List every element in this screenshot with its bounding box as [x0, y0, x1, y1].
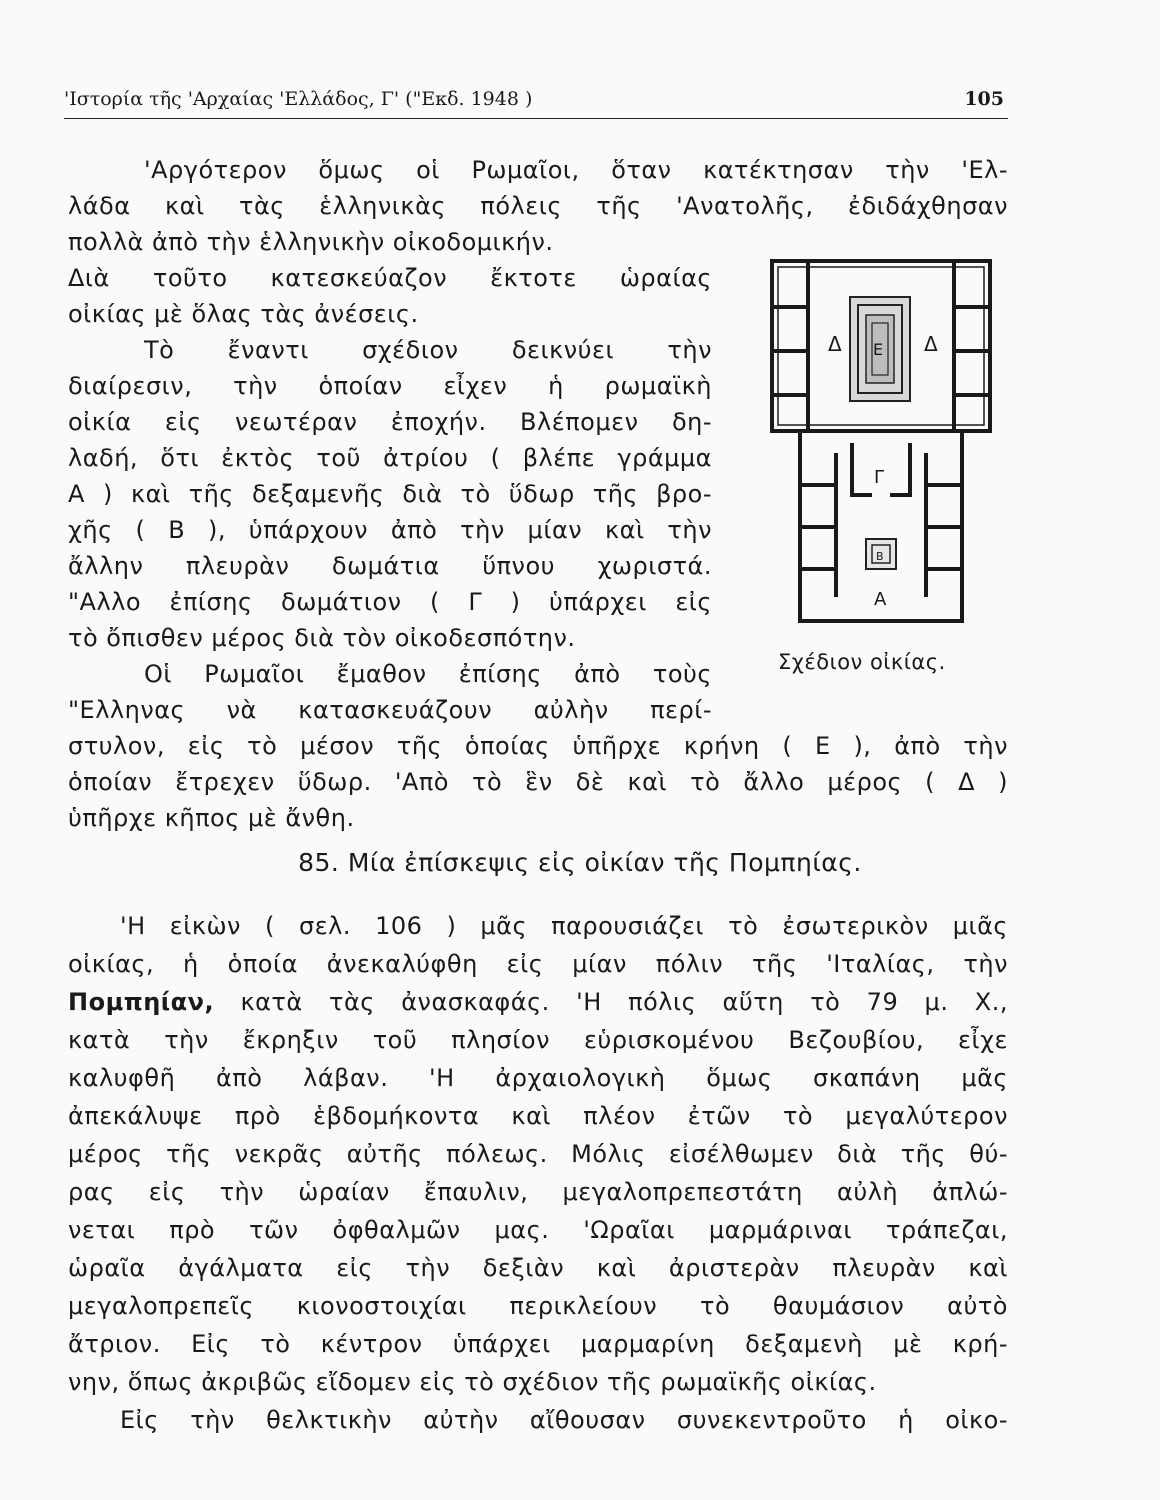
section-heading: 85. Μία ἐπίσκεψις εἰς οἰκίαν τῆς Πομπηίας.	[298, 848, 862, 877]
text-line: ἀπεκάλυψε πρὸ ἑβδομήκοντα καὶ πλέον ἐτῶν τὸ μεγαλύτερον	[68, 1102, 1008, 1130]
page-number: 105	[964, 88, 1004, 110]
text-line: Διὰ τοῦτο κατεσκεύαζον ἔκτοτε ὡραίας	[68, 264, 712, 292]
label-beta: Β	[876, 550, 884, 563]
text-line: διαίρεσιν, τὴν ὁποίαν εἶχεν ἡ ρωμαϊκὴ	[68, 372, 712, 400]
text-line: λαδή, ὅτι ἐκτὸς τοῦ ἀτρίου ( βλέπε γράμμα	[68, 444, 712, 472]
text-line: Πομπηίαν, κατὰ τὰς ἀνασκαφάς. 'Η πόλις αὕτη τὸ 79 μ. Χ.,	[68, 988, 1008, 1016]
label-delta-left: Δ	[828, 332, 842, 356]
text-line: οἰκία εἰς νεωτέραν ἐποχήν. Βλέπομεν δη-	[68, 408, 712, 436]
label-gamma: Γ	[874, 467, 885, 488]
text-line: ἄλλην πλευρὰν δωμάτια ὕπνου χωριστά.	[68, 552, 712, 580]
text-line: Εἰς τὴν θελκτικὴν αὐτὴν αἴθουσαν συνεκεντροῦτο ἡ οἰκο-	[120, 1406, 1008, 1434]
running-title: 'Ιστορία τῆς 'Αρχαίας 'Ελλάδος, Γ' ("Εκδ. 1948 )	[64, 88, 533, 110]
text-line: μεγαλοπρεπεῖς κιονοστοιχίαι περικλείουν τὸ θαυμάσιον αὐτὸ	[68, 1292, 1008, 1320]
text-line: ἄτριον. Εἰς τὸ κέντρον ὑπάρχει μαρμαρίνη δεξαμενὴ μὲ κρή-	[68, 1330, 1008, 1358]
text-line: ρας εἰς τὴν ὡραίαν ἔπαυλιν, μεγαλοπρεπεστάτη αὐλὴ ἀπλώ-	[68, 1178, 1008, 1206]
text-line: τὸ ὄπισθεν μέρος διὰ τὸν οἰκοδεσπότην.	[68, 624, 576, 652]
text-line: ὑπῆρχε κῆπος μὲ ἄνθη.	[68, 804, 355, 832]
text-line: καλυφθῆ ἀπὸ λάβαν. 'Η ἀρχαιολογικὴ ὅμως σκαπάνη μᾶς	[68, 1064, 1008, 1092]
page-header	[64, 84, 1008, 119]
text-line: οἰκίας, ἡ ὁποία ἀνεκαλύφθη εἰς μίαν πόλιν τῆς 'Ιταλίας, τὴν	[68, 950, 1008, 978]
text-line: στυλον, εἰς τὸ μέσον τῆς ὁποίας ὑπῆρχε κρήνη ( Ε ), ἀπὸ τὴν	[68, 732, 1008, 760]
text-line: "Ελληνας νὰ κατασκευάζουν αὐλὴν περί-	[68, 696, 712, 724]
text-line: 'Αργότερον ὅμως οἱ Ρωμαῖοι, ὅταν κατέκτησαν τὴν 'Ελ-	[144, 156, 1008, 184]
text-line: ὡραῖα ἀγάλματα εἰς τὴν δεξιὰν καὶ ἀριστερὰν πλευρὰν καὶ	[68, 1254, 1008, 1282]
text-line: πολλὰ ἀπὸ τὴν ἑλληνικὴν οἰκοδομικήν.	[68, 228, 554, 256]
label-epsilon: Ε	[873, 340, 884, 359]
text-line: μέρος τῆς νεκρᾶς αὐτῆς πόλεως. Μόλις εἰσέλθωμεν διὰ τῆς θύ-	[68, 1140, 1008, 1168]
text-line: ὁποίαν ἔτρεχεν ὕδωρ. 'Απὸ τὸ ἓν δὲ καὶ τὸ ἄλλο μέρος ( Δ )	[68, 768, 1008, 796]
text-line: "Αλλο ἐπίσης δωμάτιον ( Γ ) ὑπάρχει εἰς	[68, 588, 712, 616]
text-line: 'Η εἰκὼν ( σελ. 106 ) μᾶς παρουσιάζει τὸ ἐσωτερικὸν μιᾶς	[120, 912, 1008, 940]
text-line: λάδα καὶ τὰς ἑλληνικὰς πόλεις τῆς 'Ανατολῆς, ἐδιδάχθησαν	[68, 192, 1008, 220]
text-line: Οἱ Ρωμαῖοι ἔμαθον ἐπίσης ἀπὸ τοὺς	[144, 660, 712, 688]
figure-caption: Σχέδιον οἰκίας.	[778, 650, 946, 674]
text-line: κατὰ τὴν ἔκρηξιν τοῦ πλησίον εὑρισκομένου Βεζουβίου, εἶχε	[68, 1026, 1008, 1054]
text-line: Α ) καὶ τῆς δεξαμενῆς διὰ τὸ ὕδωρ τῆς βρο-	[68, 480, 712, 508]
label-delta-right: Δ	[924, 332, 938, 356]
text-line: Τὸ ἔναντι σχέδιον δεικνύει τὴν	[144, 336, 712, 364]
text-line: νεται πρὸ τῶν ὀφθαλμῶν μας. 'Ωραῖαι μαρμάριναι τράπεζαι,	[68, 1216, 1008, 1244]
roman-house-floor-plan	[760, 255, 1000, 645]
text-line: νην, ὅπως ἀκριβῶς εἴδομεν εἰς τὸ σχέδιον τῆς ρωμαϊκῆς οἰκίας.	[68, 1368, 877, 1396]
text-line: χῆς ( Β ), ὑπάρχουν ἀπὸ τὴν μίαν καὶ τὴν	[68, 516, 712, 544]
text-line: οἰκίας μὲ ὅλας τὰς ἀνέσεις.	[68, 300, 419, 328]
bold-word-pompeii: Πομπηίαν,	[68, 988, 215, 1016]
label-alpha: Α	[874, 589, 887, 610]
